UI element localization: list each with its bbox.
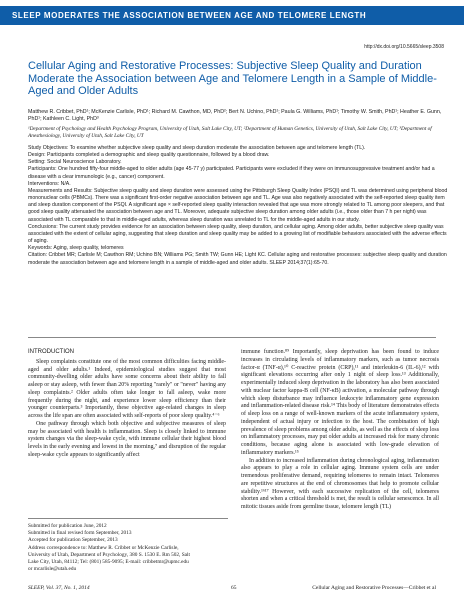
section-heading-introduction: INTRODUCTION [28, 349, 74, 355]
intro-paragraph-2: One pathway through which both objective and subjective measures of sleep may be associated with health is inflammation. Sleep is closely linked to immune system changes via the sleep-wake cycle, with immune cellular their highest blood levels in the early evening and lowest in the morning,⁷ and disruption of the regular sleep-wake cycle appears to significantly affect [28, 420, 226, 458]
accepted-date: Accepted for publication September, 2013 [28, 537, 118, 544]
footnote-divider [28, 518, 228, 519]
abstract [28, 145, 448, 267]
revised-date: Submitted in final revised form September, 2013 [28, 530, 132, 537]
abstract-citation: Citation: Cribbet MR; Carlisle M; Cawthon RM; Uchino BN; Williams PG; Smith TW; Gunn HE; Light KC. Cellular aging and restorative processes: subjective sleep quality and duration moderate the association between age and telomere length in a sample of middle-aged and older adults. SLEEP 2014;37(1):65-70. [28, 252, 447, 266]
abstract-design: Design: Participants completed a demographic and sleep quality questionnaire, followed by a blood draw. [28, 152, 270, 159]
submitted-date: Submitted for publication June, 2012 [28, 523, 107, 529]
divider-line [28, 337, 436, 338]
submission-notes [28, 523, 228, 573]
abstract-results: Measurements and Results: Subjective sleep quality and sleep duration were assessed using the Pittsburgh Sleep Quality Index (PSQI) and TL was determined using peripheral blood mononuclear cells (PBMCs). There was a significant first-order negative association between age and TL. Age was also negatively associated with the self-reported sleep quality item and sleep duration component of the PSQI. A significant age × self-reported sleep quality interaction revealed that age was more strongly related to TL among poor sleepers, and that good sleep quality attenuated the association between age and TL. Moreover, adequate subjective sleep duration among older adults (i.e., those older than 7 h per night) was associated with TL comparable to that in middle-aged adults, whereas sleep duration was unrelated to TL for the middle-aged adults in our study. [28, 187, 448, 223]
correspondence-line-3: Lake City, Utah, 84112; Tel: (801) 585-9095; E-mail: cribbetmr@upmc.edu [28, 559, 189, 566]
journal-info: SLEEP, Vol. 37, No. 1, 2014 [28, 585, 90, 591]
article-title: Cellular Aging and Restorative Processes: Subjective Sleep Quality and Duration Moderate the Association between Age and Telomere Length in a Sample of Middle-Aged and Older Adults [28, 60, 437, 97]
running-title: Cellular Aging and Restorative Processes—Cribbet et al [312, 585, 436, 591]
abstract-conclusions: Conclusions: The current study provides evidence for an association between sleep quality, sleep duration, and cellular aging. Among older adults, better subjective sleep quality was associated with the extent of cellular aging, suggesting that sleep duration and sleep quality may be added to a growing list of modifiable behaviors associated with the adverse effects of aging. [28, 223, 447, 245]
abstract-participants: Participants: One hundred fifty-four middle-aged to older adults (age 45-77 y) participated. Participants were excluded if they were on immunosuppressive treatment and/or had a disease with a clear immunologic (e.g., cancer) component. [28, 166, 435, 180]
abstract-objectives: Study Objectives: To examine whether subjective sleep quality and sleep duration moderate the association between age and telomere length (TL). [28, 145, 366, 151]
body-column-right [241, 349, 439, 512]
correspondence-line-4: or mcarlisle@utah.edu [28, 566, 77, 573]
intro-paragraph-1: Sleep complaints constitute one of the most common difficulties facing middle-aged and older adults.¹ Indeed, epidemiological studies suggest that most community-dwelling older adults have some concerns about their ability to fall asleep or stay asleep, with fewer than 20% reporting "rarely" or "never" having any sleep complaints.² Older adults often take longer to fall asleep, wake more frequently during the night, and experience lower sleep efficiency than their younger counterparts.³ Importantly, these objective age-related changes in sleep across the life span are often associated with self-reports of poor sleep quality.⁴⁻⁶ [28, 358, 226, 419]
intro-paragraph-3: immune function.⁸⁹ Importantly, sleep deprivation has been found to induce increases in circulating levels of inflammatory markers, such as tumor necrosis factor-α (TNF-α),¹⁰ C-reactive protein (CRP),¹¹ and interleukin-6 (IL-6),¹² with significant elevations occurring after only 1 night of sleep loss.¹³ Additionally, experimentally induced sleep deprivation in the laboratory has also been associated with nuclear factor kappa-B cell (NF-κB) activation, a molecular pathway through which sleep disturbance may influence leukocyte inflammatory gene expression and inflammation-related disease risk.¹⁴ This body of literature demonstrates effects of sleep loss on a range of well-known markers of the acute inflammatory system, independent of actual injury or infection to the host. The combination of high prevalence of sleep problems among older adults, as well as the effects of sleep loss on inflammatory processes, may put older adults at increased risk for many chronic conditions, because aging alone is associated with low-grade elevation of inflammatory markers.¹⁵ [241, 349, 439, 456]
body-column-left [28, 349, 226, 460]
abstract-setting: Setting: Social Neuroscience Laboratory. [28, 159, 122, 166]
correspondence-line-1: Address correspondence to: Matthew R. Cribbet or McKenzie Carlisle, [28, 544, 179, 551]
author-affiliations: ¹Department of Psychology and Health Psychology Program, University of Utah, Salt Lake City, UT; ²Department of Human Genetics, University of Utah, Salt Lake City, UT; ³Department of Anesthesiology, University of Utah, Salt Lake City, UT [28, 126, 432, 140]
running-header-banner: SLEEP MODERATES THE ASSOCIATION BETWEEN AGE AND TELOMERE LENGTH [0, 6, 464, 25]
correspondence-line-2: University of Utah, Department of Psychology, 380 S. 1530 E. Rm 502, Salt [28, 551, 190, 558]
author-list: Matthew R. Cribbet, PhD¹; McKenzie Carlisle, PhD¹; Richard M. Cawthon, MD, PhD²; Bert N. Uchino, PhD¹; Paula G. Williams, PhD¹; Timothy W. Smith, PhD¹; Heather E. Gunn, PhD¹; Kathleen C. Light, PhD³ [28, 109, 442, 123]
abstract-keywords: Keywords: Aging, sleep quality, telomeres [28, 245, 124, 252]
intro-paragraph-4: In addition to increased inflammation during chronological aging, inflammation also appears to play a role in cellular aging. Immune system cells are under tremendous proliferative demand, requiring telomeres to remain intact. Telomeres are repetitive structures at the end of chromosomes that help to promote cellular stability.¹⁶¹⁷ However, with each successive replication of the cell, telomeres shorten and when a critical threshold is met, the result is cellular senescence. In all mitotic tissues aside from germline tissue, telomere length (TL) [241, 457, 439, 510]
abstract-interventions: Interventions: N/A. [28, 180, 71, 187]
page-number: 65 [231, 585, 237, 591]
doi-link[interactable]: http://dx.doi.org/10.5665/sleep.3508 [364, 44, 444, 50]
